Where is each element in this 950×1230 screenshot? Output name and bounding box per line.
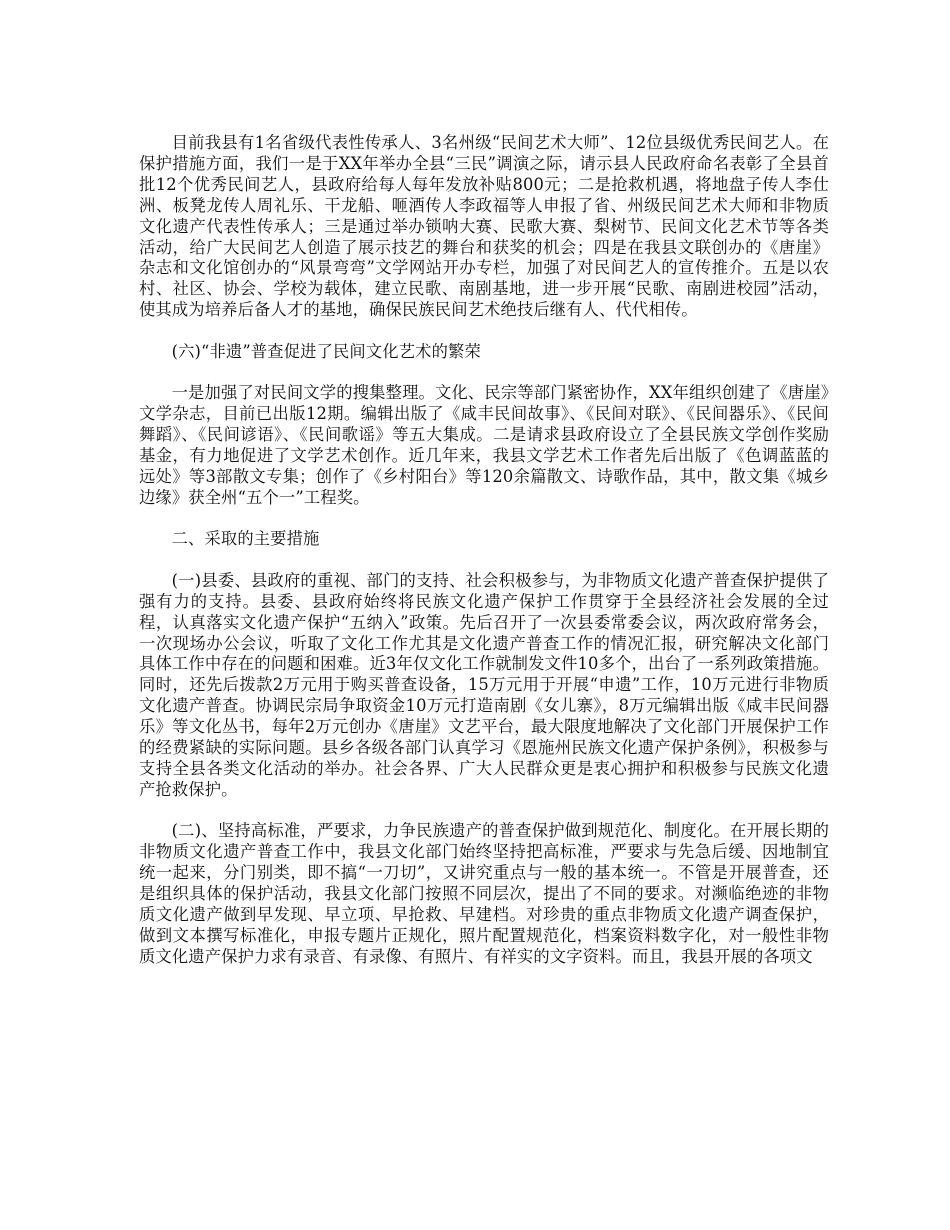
section-heading-6: (六)“非遗”普查促进了民间文化艺术的繁荣 <box>171 341 481 361</box>
paragraph-folk-literature: 一是加强了对民间文学的搜集整理。文化、民宗等部门紧密协作，XX年组织创建了《唐崖》文学杂志，目前已出版12期。编辑出版了《咸丰民间故事》、《民间对联》、《民间器乐》、《民间舞蹈》、《民间谚语》、《民间歌谣》等五大集成。二是请求县政府设立了全县民族文学创作奖励基金，有力地促进了文学艺术创作。近几年来，我县文学艺术工作者先后出版了《色调蓝蓝的远处》等3部散文专集；创作了《乡村阳台》等120余篇散文、诗歌作品，其中，散文集《城乡边缘》获全州“五个一”工程奖。 <box>139 383 829 507</box>
section-heading-main-measures: 二、采取的主要措施 <box>171 529 320 549</box>
document-body <box>139 133 829 988</box>
paragraph-high-standards: (二)、坚持高标准，严要求，力争民族遗产的普查保护做到规范化、制度化。在开展长期的非物质文化遗产普查工作中，我县文化部门始终坚持把高标准，严要求与先急后缓、因地制宜统一起来，分门别类，即不搞“一刀切”，又讲究重点与一般的基本统一。不管是开展普查，还是组织具体的保护活动，我县文化部门按照不同层次，提出了不同的要求。对濒临绝迹的非物质文化遗产做到早发现、早立项、早抢救、早建档。对珍贵的重点非物质文化遗产调查保护，做到文本撰写标准化，申报专题片正规化，照片配置规范化，档案资料数字化，对一般性非物质文化遗产保护力求有录音、有录像、有照片、有祥实的文字资料。而且，我县开展的各项文 <box>139 821 829 966</box>
paragraph-government-support: (一)县委、县政府的重视、部门的支持、社会积极参与，为非物质文化遗产普查保护提供了强有力的支持。县委、县政府始终将民族文化遗产保护工作贯穿于全县经济社会发展的全过程，认真落实文化遗产保护“五纳入”政策。先后召开了一次县委常委会议，两次政府常务会，一次现场办公会议，听取了文化工作尤其是文化遗产普查工作的情况汇报，研究解决文化部门具体工作中存在的问题和困难。近3年仅文化工作就制发文件10多个，出台了一系列政策措施。同时，还先后拨款2万元用于购买普查设备，15万元用于开展“申遗”工作，10万元进行非物质文化遗产普查。协调民宗局争取资金10万元打造南剧《女儿寨》，8万元编辑出版《咸丰民间器乐》等文化丛书，每年2万元创办《唐崖》文艺平台，最大限度地解决了文化部门开展保护工作的经费紧缺的实际问题。县乡各级各部门认真学习《恩施州民族文化遗产保护条例》，积极参与支持全县各类文化活动的举办。社会各界、广大人民群众更是衷心拥护和积极参与民族文化遗产抢救保护。 <box>139 570 829 799</box>
paragraph-folk-artists: 目前我县有1名省级代表性传承人、3名州级“民间艺术大师”、12位县级优秀民间艺人。在保护措施方面，我们一是于XX年举办全县“三民”调演之际，请示县人民政府命名表彰了全县首批12个优秀民间艺人，县政府给每人每年发放补贴800元；二是抢救机遇，将地盘子传人李仕洲、板凳龙传人周礼乐、干龙船、咂酒传人李政福等人申报了省、州级民间艺术大师和非物质文化遗产代表性传承人；三是通过举办锁呐大赛、民歌大赛、梨树节、民间文化艺术节等各类活动，给广大民间艺人创造了展示技艺的舞台和获奖的机会；四是在我县文联创办的《唐崖》杂志和文化馆创办的“风景弯弯”文学网站开办专栏，加强了对民间艺人的宣传推介。五是以农村、社区、协会、学校为载体，建立民歌、南剧基地，进一步开展“民歌、南剧进校园”活动，使其成为培养后备人才的基地，确保民族民间艺术绝技后继有人、代代相传。 <box>139 133 829 320</box>
